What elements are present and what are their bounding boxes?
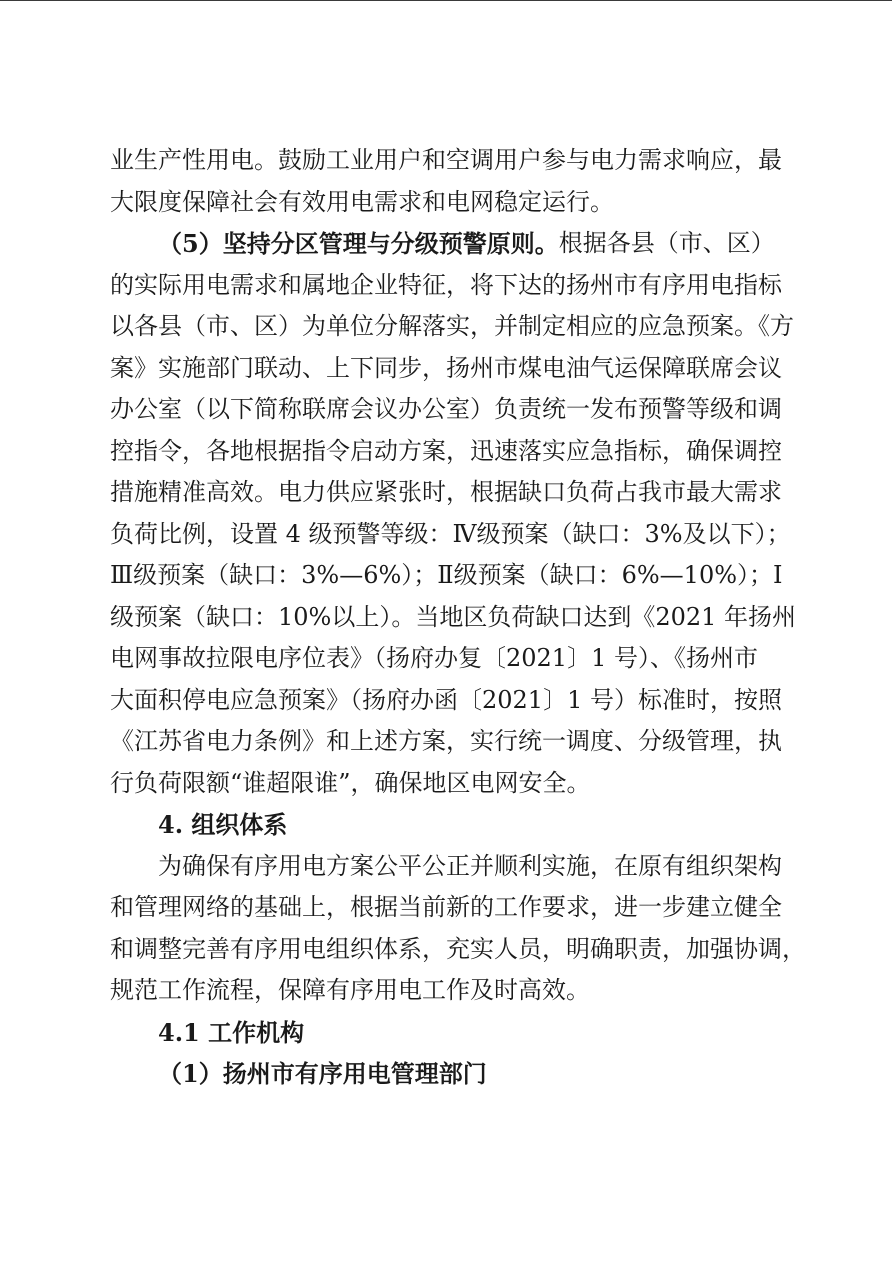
- paragraph-line: 电网事故拉限电序位表》（扬府办复〔2021〕1 号）、《扬州市: [110, 644, 758, 672]
- paragraph-line: 规范工作流程，保障有序用电工作及时高效。: [110, 976, 590, 1004]
- subsection-heading: 4.1 工作机构: [158, 1017, 305, 1047]
- paragraph-line: 控指令，各地根据指令启动方案，迅速落实应急指标，确保调控: [110, 436, 782, 465]
- paragraph-line: 行负荷限额“谁超限谁”，确保地区电网安全。: [110, 768, 591, 797]
- paragraph-line: 措施精准高效。电力供应紧张时，根据缺口负荷占我市最大需求: [110, 478, 782, 506]
- paragraph-line: 办公室（以下简称联席会议办公室）负责统一发布预警等级和调: [110, 395, 782, 423]
- paragraph-line: 为确保有序用电方案公平公正并顺利实施，在原有组织架构: [158, 851, 782, 880]
- paragraph-line: Ⅲ级预案（缺口：3%—6%）；Ⅱ级预案（缺口：6%—10%）；Ⅰ: [110, 561, 783, 589]
- page-top-border: [0, 0, 892, 1]
- document-page: [110, 140, 806, 1095]
- subsubsection-heading: （1）扬州市有序用电管理部门: [158, 1059, 487, 1088]
- principle-text: 根据各县（市、区）: [558, 229, 775, 257]
- paragraph-line: 大限度保障社会有效用电需求和电网稳定运行。: [110, 187, 614, 216]
- paragraph-line: 和管理网络的基础上，根据当前新的工作要求，进一步建立健全: [110, 893, 782, 921]
- paragraph-line: [110, 223, 775, 265]
- paragraph-line: 级预案（缺口：10%以上）。当地区负荷缺口达到《2021 年扬州: [110, 602, 797, 631]
- paragraph-line: 负荷比例，设置 4 级预警等级：Ⅳ级预案（缺口：3%及以下）；: [110, 519, 791, 548]
- paragraph-line: 案》实施部门联动、上下同步，扬州市煤电油气运保障联席会议: [110, 353, 782, 382]
- paragraph-line: 的实际用电需求和属地企业特征，将下达的扬州市有序用电指标: [110, 270, 782, 299]
- paragraph-line: 业生产性用电。鼓励工业用户和空调用户参与电力需求响应，最: [110, 146, 782, 174]
- principle-title: （5）坚持分区管理与分级预警原则。: [158, 229, 559, 258]
- paragraph-line: 和调整完善有序用电组织体系，充实人员，明确职责，加强协调，: [110, 934, 806, 963]
- paragraph-line: 《江苏省电力条例》和上述方案，实行统一调度、分级管理，执: [110, 727, 782, 755]
- paragraph-line: 大面积停电应急预案》（扬府办函〔2021〕1 号）标准时，按照: [110, 685, 782, 714]
- paragraph-line: 以各县（市、区）为单位分解落实，并制定相应的应急预案。《方: [110, 312, 794, 340]
- section-heading: 4. 组织体系: [158, 810, 288, 839]
